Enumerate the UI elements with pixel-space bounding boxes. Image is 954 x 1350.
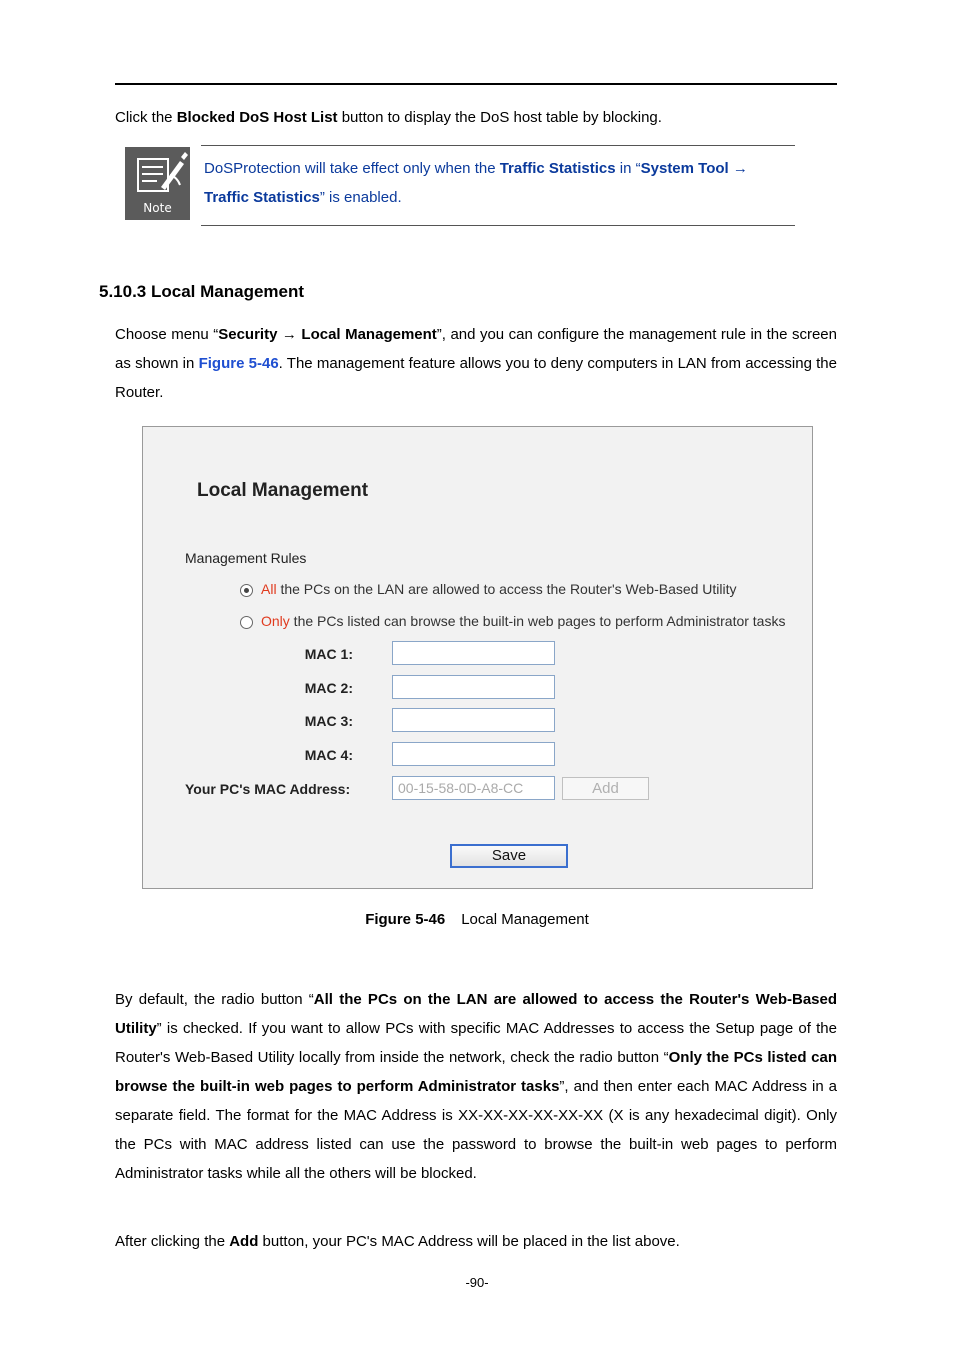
radio-unchecked-icon[interactable] — [240, 616, 253, 629]
save-button[interactable]: Save — [450, 844, 568, 868]
notepad-pen-icon — [125, 147, 190, 199]
section-heading: 5.10.3 Local Management — [99, 282, 305, 301]
mac2-input[interactable] — [392, 675, 555, 699]
mac4-label: MAC 4: — [304, 747, 353, 763]
pc-mac-field — [392, 776, 555, 800]
header-rule — [115, 83, 837, 85]
radio-checked-icon[interactable] — [240, 584, 253, 597]
para-menu-intro: Choose menu “Security → Local Management”, and you can configure the management rule in the screen as shown in Figure 5-46. The management feature allows you to deny computers in LAN from accessing the Router. — [115, 326, 837, 401]
radio-only-listed[interactable]: Only the PCs listed can browse the built-in web pages to perform Administrator tasks — [240, 613, 785, 629]
note-text: DoSProtection will take effect only when the Traffic Statistics in “System Tool → Traffic Statistics” is enabled. — [204, 160, 748, 206]
mac3-input[interactable] — [392, 708, 555, 732]
note-top-rule — [201, 145, 795, 146]
management-rules-label: Management Rules — [185, 550, 307, 566]
figure-link[interactable]: Figure 5-46 — [198, 355, 279, 372]
figure-caption: Figure 5-46 Local Management — [365, 911, 589, 928]
add-button[interactable]: Add — [562, 777, 649, 800]
radio-all-pcs[interactable]: All the PCs on the LAN are allowed to access the Router's Web-Based Utility — [240, 581, 737, 597]
note-label: Note — [143, 201, 172, 215]
para-default-behavior: By default, the radio button “All the PCs on the LAN are allowed to access the Router's Web-Based Utility” is checked. If you want to allow PCs with specific MAC Addresses to access the Setup page of the Router's Web-Based Utility locally from inside the network, check the radio button “Only the PCs listed can browse the built-in web pages to perform Administrator tasks”, and then enter each MAC Address in a separate field. The format for the MAC Address is XX-XX-XX-XX-XX-XX (X is any hexadecimal digit). Only the PCs with MAC address listed can use the password to browse the built-in web pages to perform Administrator tasks while all the others will be blocked. — [115, 991, 838, 1182]
pc-mac-label: Your PC's MAC Address: — [185, 781, 351, 797]
page-number: -90- — [465, 1275, 489, 1290]
mac4-input[interactable] — [392, 742, 555, 766]
mac1-label: MAC 1: — [304, 646, 353, 662]
mac3-label: MAC 3: — [304, 713, 353, 729]
note-icon — [125, 147, 190, 220]
mac2-label: MAC 2: — [304, 680, 353, 696]
note-bottom-rule — [201, 225, 795, 226]
figure-title: Local Management — [197, 480, 369, 501]
intro-paragraph: Click the Blocked DoS Host List button to display the DoS host table by blocking. — [115, 109, 662, 126]
para-add-button: After clicking the Add button, your PC's MAC Address will be placed in the list above. — [115, 1233, 680, 1250]
mac1-input[interactable] — [392, 641, 555, 665]
local-management-screenshot — [142, 426, 813, 889]
